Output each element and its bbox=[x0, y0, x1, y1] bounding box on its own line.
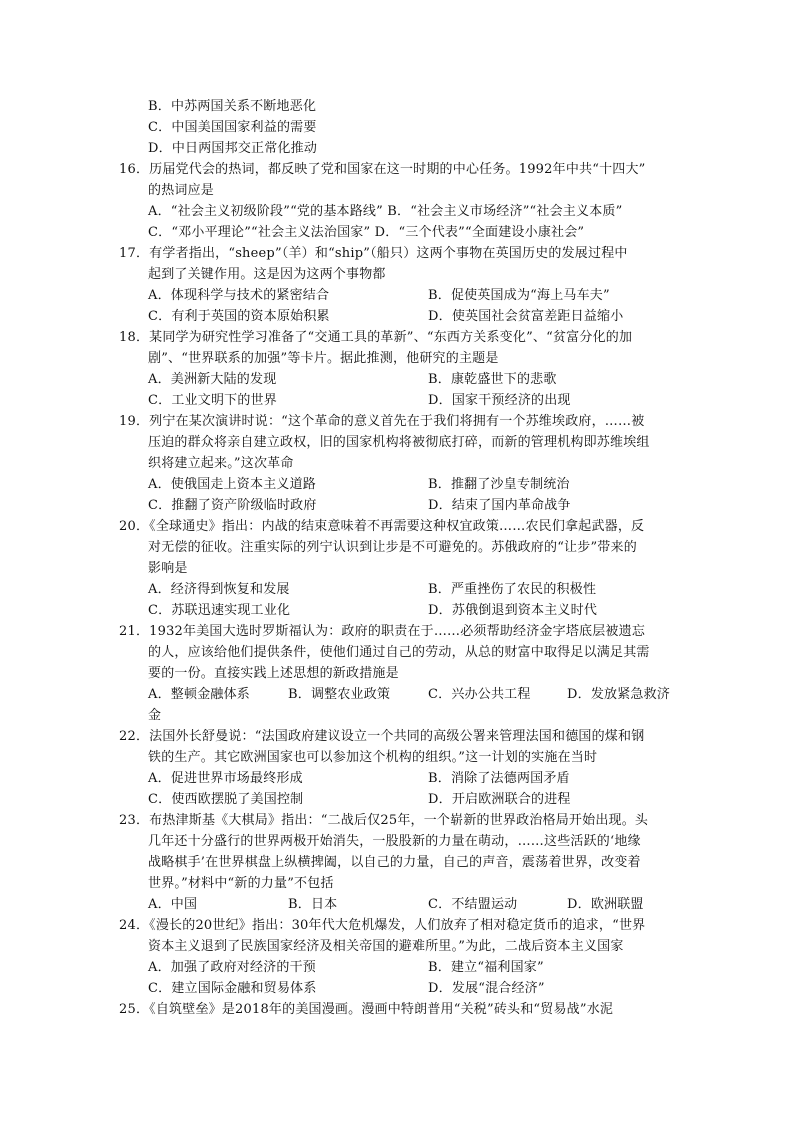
q17-option-b: B．促使英国成为“海上马车夫” bbox=[428, 288, 610, 303]
q18-stem-cont: 剧”、“世界联系的加强”等卡片。据此推测，他研究的主题是 bbox=[148, 351, 499, 366]
q16-stem-cont: 的热词应是 bbox=[148, 183, 215, 198]
q20-stem: 20．《全球通史》指出：内战的结束意味着不再需要这种权宜政策……农民们拿起武器，反 bbox=[119, 519, 645, 534]
q22-option-c: C．使西欧摆脱了美国控制 bbox=[148, 792, 304, 807]
q19-option-a: A．使俄国走上资本主义道路 bbox=[148, 477, 316, 492]
q18-option-a: A．美洲新大陆的发现 bbox=[148, 372, 277, 387]
q22-stem: 22．法国外长舒曼说：“法国政府建议设立一个共同的高级公署来管理法国和德国的煤和钢 bbox=[119, 729, 645, 744]
q20-option-a: A．经济得到恢复和发展 bbox=[148, 582, 290, 597]
q17-option-d: D．使英国社会贫富差距日益缩小 bbox=[428, 309, 624, 324]
q15-option-d: D．中日两国邦交正常化推动 bbox=[148, 141, 318, 156]
q22-stem-cont: 铁的生产。其它欧洲国家也可以参加这个机构的组织。”这一计划的实施在当时 bbox=[148, 750, 598, 765]
q21-option-a: A．整顿金融体系 bbox=[148, 687, 250, 702]
q18-option-c: C．工业文明下的世界 bbox=[148, 393, 277, 408]
q21-option-b: B．调整农业政策 bbox=[288, 687, 391, 702]
q20-stem-cont: 影响是 bbox=[148, 561, 188, 576]
q20-option-b: B．严重挫伤了农民的积极性 bbox=[428, 582, 597, 597]
q22-option-b: B．消除了法德两国矛盾 bbox=[428, 771, 570, 786]
q24-stem-cont: 资本主义退到了民族国家经济及相关帝国的避难所里。”为此，二战后资本主义国家 bbox=[148, 939, 624, 954]
q17-stem: 17．有学者指出，“sheep”（羊）和“ship”（船只）这两个事物在英国历史的发展过程中 bbox=[119, 246, 628, 261]
q20-option-c: C．苏联迅速实现工业化 bbox=[148, 603, 291, 618]
q15-option-c: C．中国美国国家利益的需要 bbox=[148, 120, 317, 135]
q16-stem: 16．历届党代会的热词，都反映了党和国家在这一时期的中心任务。1992年中共“十四大” bbox=[119, 162, 646, 177]
q21-option-d: D．发放紧急救济 bbox=[567, 687, 671, 702]
q19-stem: 19．列宁在某次演讲时说：“这个革命的意义首先在于我们将拥有一个苏维埃政府，……被 bbox=[119, 414, 645, 429]
q20-stem-cont: 对无偿的征收。注重实际的列宁认识到让步是不可避免的。苏俄政府的“让步”带来的 bbox=[148, 540, 637, 555]
q17-option-c: C．有利于英国的资本原始积累 bbox=[148, 309, 330, 324]
q24-option-a: A．加强了政府对经济的干预 bbox=[148, 960, 316, 975]
q19-option-d: D．结束了国内革命战争 bbox=[428, 498, 571, 513]
q23-stem-cont: 几年还十分盛行的世界两极开始消失，一股股新的力量在萌动，……这些活跃的‘地缘 bbox=[148, 834, 641, 849]
q24-stem: 24．《漫长的20世纪》指出：30年代大危机爆发，人们放弃了相对稳定货币的追求，“世界 bbox=[119, 918, 646, 933]
q18-option-d: D．国家干预经济的出现 bbox=[428, 393, 571, 408]
q19-option-c: C．推翻了资产阶级临时政府 bbox=[148, 498, 317, 513]
q17-option-a: A．体现科学与技术的紧密结合 bbox=[148, 288, 330, 303]
q23-option-a: A．中国 bbox=[148, 897, 198, 912]
q19-stem-cont: 压迫的群众将亲自建立政权，旧的国家机构将被彻底打碎，而新的管理机构即苏维埃组 bbox=[148, 435, 650, 450]
q19-option-b: B．推翻了沙皇专制统治 bbox=[428, 477, 570, 492]
q23-option-d: D．欧洲联盟 bbox=[567, 897, 644, 912]
q19-stem-cont: 织将建立起来。”这次革命 bbox=[148, 456, 294, 471]
q15-option-b: B．中苏两国关系不断地恶化 bbox=[148, 99, 317, 114]
q23-stem-cont: 世界。”材料中“新的力量”不包括 bbox=[148, 876, 334, 891]
q16-options-cd: C．“邓小平理论”“社会主义法治国家” D．“三个代表”“全面建设小康社会” bbox=[148, 225, 585, 240]
q16-options-ab: A．“社会主义初级阶段”“党的基本路线” B．“社会主义市场经济”“社会主义本质” bbox=[148, 204, 623, 219]
q23-option-c: C．不结盟运动 bbox=[428, 897, 518, 912]
q22-option-d: D．开启欧洲联合的进程 bbox=[428, 792, 571, 807]
q23-stem-cont: 战略棋手’在世界棋盘上纵横捭阖，以自己的力量，自己的声音，震荡着世界，改变着 bbox=[148, 855, 641, 870]
q21-option-c: C．兴办公共工程 bbox=[428, 687, 531, 702]
q22-option-a: A．促进世界市场最终形成 bbox=[148, 771, 303, 786]
q24-option-d: D．发展“混合经济” bbox=[428, 981, 545, 996]
q24-option-c: C．建立国际金融和贸易体系 bbox=[148, 981, 317, 996]
q21-stem: 21．1932年美国大选时罗斯福认为：政府的职责在于……必须帮助经济金字塔底层被遗忘 bbox=[119, 624, 646, 639]
q18-option-b: B．康乾盛世下的悲歌 bbox=[428, 372, 557, 387]
q21-stem-cont: 的人，应该给他们提供条件，使他们通过自己的劳动，从总的财富中取得足以满足其需 bbox=[148, 645, 650, 660]
q23-option-b: B．日本 bbox=[288, 897, 338, 912]
q20-option-d: D．苏俄倒退到资本主义时代 bbox=[428, 603, 598, 618]
q21-option-d-cont: 金 bbox=[148, 708, 162, 723]
q18-stem: 18．某同学为研究性学习准备了“交通工具的革新”、“东西方关系变化”、“贫富分化的加 bbox=[119, 330, 633, 345]
q17-stem-cont: 起到了关键作用。这是因为这两个事物都 bbox=[148, 267, 386, 282]
q25-stem: 25．《自筑壁垒》是2018年的美国漫画。漫画中特朗普用“关税”砖头和“贸易战”水泥 bbox=[119, 1002, 614, 1017]
q24-option-b: B．建立“福利国家” bbox=[428, 960, 544, 975]
q23-stem: 23．布热津斯基《大棋局》指出：“二战后仅25年，一个崭新的世界政治格局开始出现。头 bbox=[119, 813, 649, 828]
q21-stem-cont: 要的一份。直接实践上述思想的新政措施是 bbox=[148, 666, 399, 681]
